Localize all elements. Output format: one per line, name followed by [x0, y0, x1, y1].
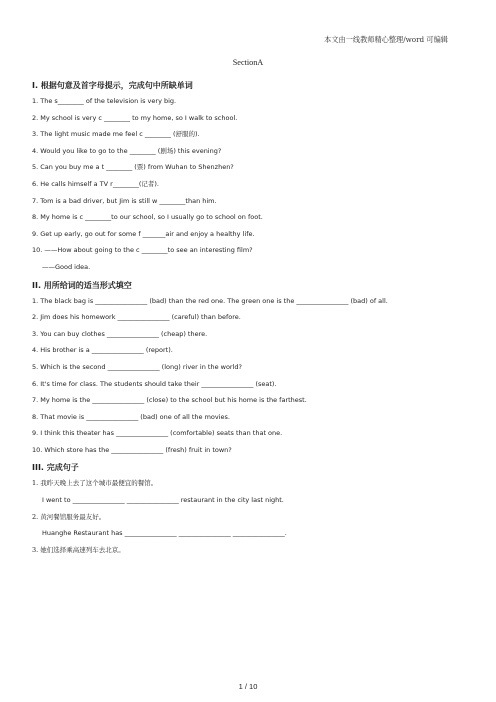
section-2-item: 4. His brother is a ________________ (report).: [32, 346, 173, 355]
section-3-item: 1. 我昨天晚上去了这个城市最便宜的餐馆。: [32, 479, 158, 488]
section-3: [32, 462, 472, 554]
section-2-heading: II. 用所给词的适当形式填空: [32, 280, 132, 290]
section-1-item: 10. ——How about going to the c ________to see an interesting film?: [32, 246, 253, 255]
section-1-item: 8. My home is c ________to our school, so I usually go to school on foot.: [32, 213, 263, 222]
section-1-item: 2. My school is very c ________ to my home, so I walk to school.: [32, 113, 238, 122]
section-1-item: ——Good idea.: [42, 262, 91, 271]
section-2-item: 2. Jim does his homework ________________ (careful) than before.: [32, 313, 241, 322]
section-2-item: 9. I think this theater has ________________ (comfortable) seats than that one.: [32, 429, 283, 438]
section-1: [32, 80, 472, 272]
section-1-item: 5. Can you buy me a t ________ (票) from Wuhan to Shenzhen?: [32, 163, 234, 172]
section-3-heading: III. 完成句子: [32, 463, 79, 473]
worksheet-content: [32, 80, 472, 562]
page-title: SectionA: [232, 58, 264, 67]
section-2-item: 8. That movie is ________________ (bad) one of all the movies.: [32, 412, 230, 421]
section-1-item: 3. The light music made me feel c ________ (舒服的).: [32, 130, 200, 139]
header-note: 本文由一线教师精心整理/word 可编辑: [324, 35, 448, 44]
section-3-item: 3. 她们选择乘高速列车去北京。: [32, 545, 125, 554]
section-2-item: 6. It's time for class. The students should take their ________________ (seat).: [32, 379, 277, 388]
section-1-item: 6. He calls himself a TV r________(记者).: [32, 179, 159, 188]
section-2-item: 3. You can buy clothes ________________ (cheap) there.: [32, 329, 208, 338]
section-1-heading: Ⅰ. 根据句意及首字母提示，完成句中所缺单词: [32, 81, 193, 90]
section-2-item: 5. Which is the second ________________ (long) river in the world?: [32, 362, 242, 371]
section-3-item: 2. 黄河餐馆服务最友好。: [32, 512, 106, 521]
section-1-item: 7. Tom is a bad driver, but Jim is still w ________than him.: [32, 196, 217, 205]
section-3-item: Huanghe Restaurant has ________________ ________________ ________________.: [42, 529, 287, 538]
section-3-item: I went to ________________ ________________ restaurant in the city last night.: [42, 496, 284, 505]
section-2-item: 7. My home is the ________________ (close) to the school but his home is the farthest.: [32, 396, 307, 405]
page-number: 1 / 10: [238, 682, 258, 691]
section-1-item: 9. Get up early, go out for some f _______air and enjoy a healthy life.: [32, 229, 255, 238]
section-2: [32, 280, 472, 455]
section-1-item: 1. The s________ of the television is very big.: [32, 97, 177, 105]
section-1-item: 4. Would you like to go to the ________ (剧场) this evening?: [32, 146, 222, 155]
section-2-item: 10. Which store has the ________________ (fresh) fruit in town?: [32, 445, 232, 454]
section-2-item: 1. The black bag is ________________ (bad) than the red one. The green one is the ________________ (bad) of all.: [32, 296, 388, 305]
